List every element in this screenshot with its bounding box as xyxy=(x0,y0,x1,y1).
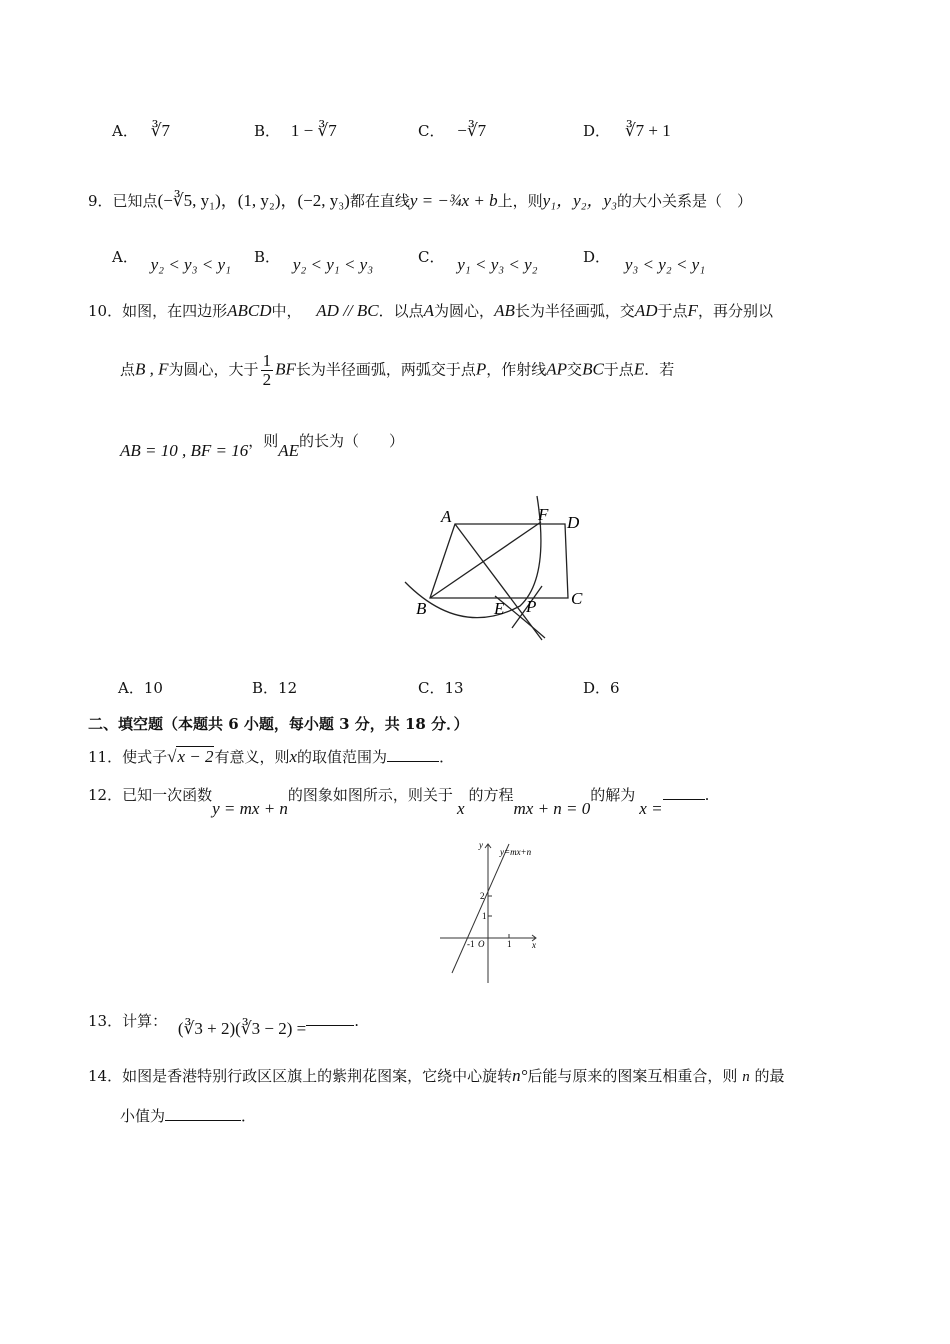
q14-answer-blank[interactable] xyxy=(165,1106,241,1121)
q13-answer-blank[interactable] xyxy=(306,1011,354,1026)
question-13: 13．计算： (∛3 + 2)(∛3 − 2) = . xyxy=(88,1012,359,1038)
q10-quadrilateral-figure xyxy=(400,488,600,648)
q9-vars: y₁，y₂，y₃ xyxy=(542,191,617,210)
label-e: E xyxy=(494,599,505,618)
ray-ap xyxy=(455,524,542,640)
q9-option-b[interactable]: B． y₂ < y₁ < y₃ xyxy=(254,248,374,274)
question-10-line-1: 10．如图，在四边形ABCD中， AD // BC．以点A为圆心，AB长为半径画弧，交AD于点F，再分别以 xyxy=(88,301,773,320)
q8-option-a-expr: ∛7 xyxy=(150,121,170,140)
question-12: 12．已知一次函数y = mx + n的图象如图所示，则关于x的方程mx + n = 0的解为x =. xyxy=(88,786,710,818)
half-fraction: $\frac{1}{2}$ xyxy=(262,351,272,389)
question-14-line-2: 小值为 ． xyxy=(120,1107,257,1125)
q8-option-d-expr: ∛7 + 1 xyxy=(624,121,671,140)
q9-option-d[interactable]: D． y₃ < y₂ < y₁ xyxy=(583,248,706,274)
question-11: 11．使式子√x − 2有意义，则x的取值范围为 ． xyxy=(88,747,455,766)
y-tick-label-2: 2 xyxy=(480,891,485,901)
q10-option-c[interactable]: C．13 xyxy=(418,679,464,697)
q10-option-d[interactable]: D．6 xyxy=(583,679,620,697)
q8-option-d[interactable]: D． ∛7 + 1 xyxy=(583,121,671,140)
q13-expression: (∛3 + 2)(∛3 − 2) = xyxy=(177,1019,307,1038)
x-axis-label: x xyxy=(532,940,536,950)
origin-label: O xyxy=(478,939,485,949)
question-10-line-3: AB = 10 , BF = 16，则AE的长为（ ） xyxy=(120,432,405,460)
question-9: 9．已知点(−∛5, y₁)，(1, y₂)，(−2, y₃)都在直线y = −¾x + b上，则y₁，y₂，y₃的大小关系是（ ） xyxy=(88,191,753,210)
x-tick-label-neg1: -1 xyxy=(467,939,475,949)
q10-option-b[interactable]: B．12 xyxy=(252,679,298,697)
section-2-title: 二、填空题（本题共 6 小题，每小题 3 分，共 18 分．） xyxy=(88,715,469,733)
q8-option-b-expr: 1 − ∛7 xyxy=(290,121,337,140)
y-axis-label: y xyxy=(479,840,483,850)
y-tick-label-1: 1 xyxy=(482,911,487,921)
quadrilateral-abcd xyxy=(430,524,568,598)
q10-condition: AB = 10 , BF = 16 xyxy=(120,441,249,460)
question-10-line-2: 点B , F为圆心，大于 $\frac{1}{2}$ BF长为半径画弧，两弧交于点P，作射线AP交BC于点E．若 xyxy=(120,351,675,389)
q9-points: (−∛5, y₁)，(1, y₂)，(−2, y₃) xyxy=(157,191,350,210)
q12-linear-function-graph xyxy=(436,838,546,988)
label-d: D xyxy=(567,513,580,532)
q8-option-b[interactable]: B． 1 − ∛7 xyxy=(254,121,337,140)
question-14-line-1: 14．如图是香港特别行政区区旗上的紫荆花图案，它绕中心旋转n°后能与原来的图案互相重合，则 n 的最 xyxy=(88,1066,785,1085)
q9-option-a[interactable]: A． y₂ < y₃ < y₁ xyxy=(112,248,231,274)
label-p: P xyxy=(526,597,537,616)
q8-option-c[interactable]: C． −∛7 xyxy=(418,121,487,140)
q11-answer-blank[interactable] xyxy=(387,747,439,762)
q8-option-c-expr: −∛7 xyxy=(457,121,487,140)
label-b: B xyxy=(416,599,427,618)
function-line xyxy=(452,844,509,973)
q12-answer-blank[interactable] xyxy=(663,785,705,800)
q11-radical: √x − 2 xyxy=(167,747,214,766)
x-tick-label-1: 1 xyxy=(507,939,512,949)
q10-option-a[interactable]: A．10 xyxy=(118,679,163,697)
segment-bf xyxy=(430,522,541,598)
label-a: A xyxy=(441,507,452,526)
label-c: C xyxy=(571,589,583,608)
label-f: F xyxy=(538,505,549,524)
q9-line-equation: y = −¾x + b xyxy=(409,191,498,210)
line-label: y=mx+n xyxy=(500,847,532,857)
q8-option-a[interactable]: A． ∛7 xyxy=(112,121,170,140)
q9-option-c[interactable]: C． y₁ < y₃ < y₂ xyxy=(418,248,538,274)
